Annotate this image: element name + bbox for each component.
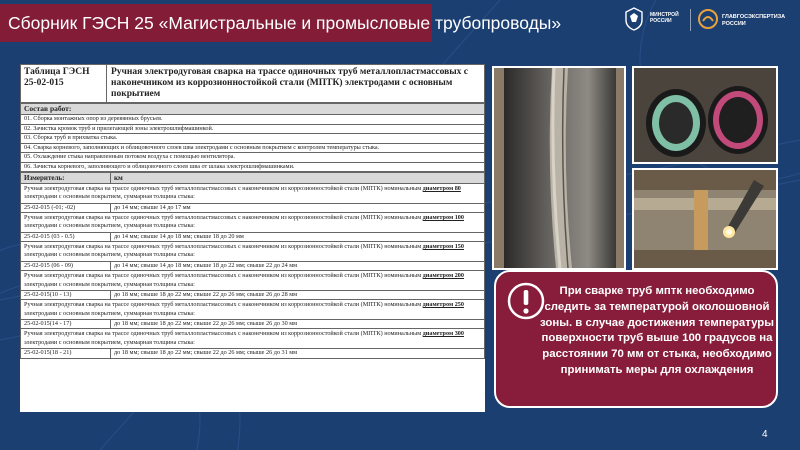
rate-description-prefix: Ручная электродуговая сварка на трассе одиночных труб металлопластмассовых с наконечником из коррозионностойкой стали (МПТК) номинальным	[24, 330, 422, 338]
work-item: 02. Зачистка кромок труб и прилегающей зоны электрошлифмашинкой.	[21, 124, 485, 134]
table-code-label: Таблица ГЭСН 25-02-015	[21, 65, 107, 103]
header-table	[20, 64, 485, 103]
rate-description-prefix: Ручная электродуговая сварка на трассе одиночных труб металлопластмассовых с наконечником из коррозионностойкой стали (МПТК) номинальным	[24, 243, 422, 251]
rate-code: 25-02-015 (-01; -02)	[21, 203, 111, 213]
rate-code-row	[21, 232, 485, 242]
measure-label: Измеритель:	[21, 173, 111, 184]
rate-description	[21, 184, 485, 204]
rate-description-suffix: электродами с основным покрытием, суммарная толщина стыка:	[24, 309, 195, 317]
pipe-ends-photo	[632, 66, 778, 164]
rate-code-row	[21, 261, 485, 271]
pipe-diameter: диаметром 150	[422, 243, 464, 251]
thickness-ranges: до 14 мм; свыше 14 до 18 мм; свыше 18 до 20 мм	[111, 232, 485, 242]
table-title: Ручная электродуговая сварка на трассе одиночных труб металлопластмассовых с наконечником из коррозионностойкой стали (МПТК) электродами с основным покрытием	[107, 65, 485, 103]
rate-code: 25-02-015 (06 - 09)	[21, 261, 111, 271]
pipe-diameter: диаметром 250	[422, 301, 464, 309]
rate-code: 25-02-015(10 - 13)	[21, 290, 111, 300]
thickness-ranges: до 14 мм; свыше 14 до 18 мм; свыше 18 до 22 мм; свыше 22 до 24 мм	[111, 261, 485, 271]
composition-header: Состав работ:	[21, 104, 485, 115]
work-item: 06. Зачистка корневого, заполняющего и облицовочного слоев шва от шлака электрошлифмашинками.	[21, 162, 485, 172]
rates-table	[20, 172, 485, 359]
weld-seam-photo	[492, 66, 626, 270]
pipe-diameter: диаметром 100	[422, 214, 464, 222]
logo-ministry-line1: МИНСТРОЙ	[650, 12, 679, 18]
rate-description-row	[21, 271, 485, 291]
rate-description-prefix: Ручная электродуговая сварка на трассе одиночных труб металлопластмассовых с наконечником из коррозионностойкой стали (МПТК) номинальным	[24, 185, 422, 192]
work-item: 05. Охлаждение стыка направленным потоком воздуха с помощью вентилятора.	[21, 153, 485, 163]
rate-description-suffix: электродами с основным покрытием, суммарная толщина стыка:	[24, 251, 195, 259]
rate-description-row	[21, 242, 485, 262]
work-item: 04. Сварка корневого, заполняющих и облицовочного слоев шва электродами с основным покрытием с контролем температуры стыка.	[21, 143, 485, 153]
rate-description-suffix: электродами с основным покрытием, суммарная толщина стыка:	[24, 338, 195, 346]
rate-description-row	[21, 184, 485, 204]
welding-process-photo	[632, 168, 778, 270]
welding-process-image	[634, 170, 776, 268]
rate-code: 25-02-015(14 - 17)	[21, 319, 111, 329]
logo-ministry-line2: РОССИИ	[650, 18, 672, 24]
rate-description	[21, 300, 485, 320]
work-item: 03. Сборка труб и прихватка стыка.	[21, 134, 485, 144]
pipe-diameter: диаметром 300	[422, 330, 464, 338]
pipe-diameter: диаметром 80	[422, 185, 461, 192]
rate-description	[21, 329, 485, 349]
glavgosexpertiza-logo-icon	[697, 8, 719, 30]
thickness-ranges: до 18 мм; свыше 18 до 22 мм; свыше 22 до 26 мм; свыше 26 до 28 мм	[111, 290, 485, 300]
logo-expertise-text	[722, 14, 785, 28]
slide-title: Сборник ГЭСН 25 «Магистральные и промысловые трубопроводы»	[0, 4, 432, 42]
rate-description-row	[21, 329, 485, 349]
logo-ministry-text	[650, 12, 679, 24]
rate-description	[21, 242, 485, 262]
warning-text: При сварке труб мптк необходимо следить за температурой околошовной зоны. в случае достижения температуры поверхности труб выше 100 градусов на расстоянии 70 мм от стыка, необходимо принимать меры для охлаждения	[540, 285, 774, 376]
temperature-warning-callout	[494, 270, 778, 408]
top-bar	[0, 0, 800, 46]
rate-description	[21, 213, 485, 233]
logo-expertise-line1: ГЛАВГОСЭКСПЕРТИЗА	[722, 14, 786, 20]
rate-description-suffix: электродами с основным покрытием, суммарная толщина стыка:	[24, 280, 195, 288]
pipe-ends-image	[634, 68, 776, 162]
thickness-ranges: до 14 мм; свыше 14 до 17 мм	[111, 203, 485, 213]
rate-description-prefix: Ручная электродуговая сварка на трассе одиночных труб металлопластмассовых с наконечником из коррозионностойкой стали (МПТК) номинальным	[24, 214, 422, 222]
rate-description-suffix: электродами с основным покрытием, суммарная толщина стыка:	[24, 222, 195, 230]
rate-code-row	[21, 290, 485, 300]
work-item: 01. Сборка монтажных опор из деревянных брусьев.	[21, 115, 485, 125]
logo-expertise-line2: РОССИИ	[722, 21, 746, 27]
works-table	[20, 103, 485, 172]
gesn-table-document	[20, 64, 485, 412]
rate-description-row	[21, 300, 485, 320]
rate-code-row	[21, 319, 485, 329]
pipe-diameter: диаметром 200	[422, 272, 464, 280]
weld-seam-image	[494, 68, 624, 268]
thickness-ranges: до 18 мм; свыше 18 до 22 мм; свыше 22 до 26 мм; свыше 26 до 31 мм	[111, 349, 485, 359]
rate-description-prefix: Ручная электродуговая сварка на трассе одиночных труб металлопластмассовых с наконечником из коррозионностойкой стали (МПТК) номинальным	[24, 272, 422, 280]
rate-description-prefix: Ручная электродуговая сварка на трассе одиночных труб металлопластмассовых с наконечником из коррозионностойкой стали (МПТК) номинальным	[24, 301, 422, 309]
rate-code: 25-02-015(18 - 21)	[21, 349, 111, 359]
coat-of-arms-icon	[622, 6, 646, 32]
rate-code-row	[21, 349, 485, 359]
rate-description-suffix: электродами с основным покрытием, суммарная толщина стыка:	[24, 193, 195, 201]
rate-description	[21, 271, 485, 291]
rate-code: 25-02-015 (03 - 0.5)	[21, 232, 111, 242]
logo-divider	[690, 9, 691, 31]
measure-unit: км	[111, 173, 485, 184]
thickness-ranges: до 18 мм; свыше 18 до 22 мм; свыше 22 до 26 мм; свыше 26 до 30 мм	[111, 319, 485, 329]
page-number: 4	[762, 429, 768, 440]
rate-description-row	[21, 213, 485, 233]
rate-code-row	[21, 203, 485, 213]
